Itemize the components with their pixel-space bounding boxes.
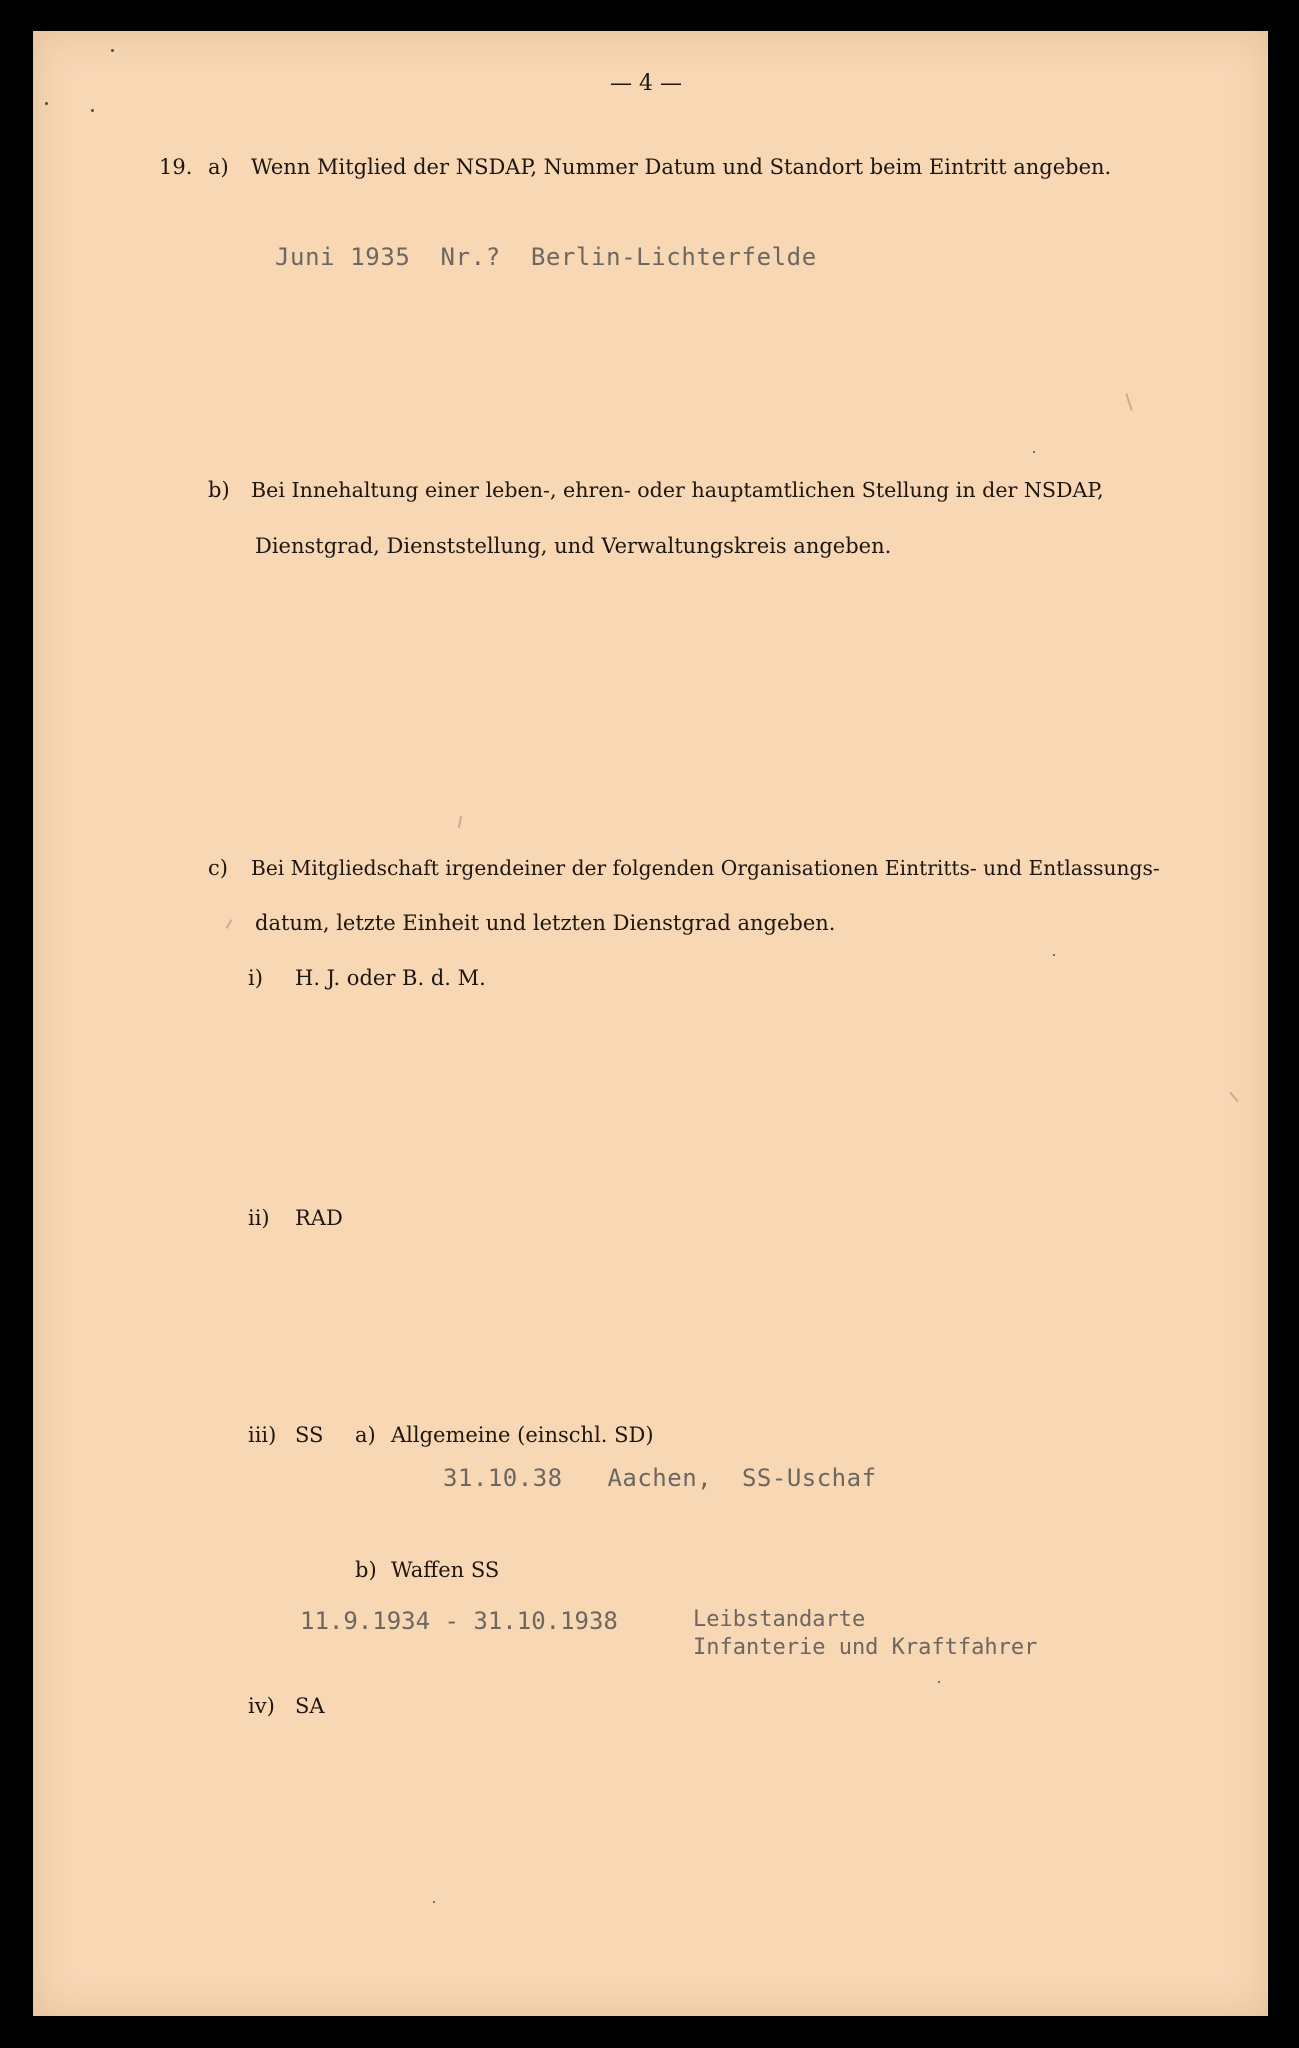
question-19c-label: c) [208,856,228,880]
answer-waffen-ss-unit-line1: Leibstandarte [693,1607,866,1632]
answer-19a: Juni 1935 Nr.? Berlin-Lichterfelde [275,243,817,271]
question-19b-label: b) [208,478,230,502]
paper-fiber [458,816,462,828]
paper-speck [1053,954,1055,956]
paper-fiber [1125,393,1132,411]
item-iii-b-text: Waffen SS [391,1558,500,1582]
item-iii-b-label: b) [355,1558,377,1582]
answer-allgemeine-ss: 31.10.38 Aachen, SS-Uschaf [443,1464,877,1492]
page-number: — 4 — [610,71,682,96]
item-iii-a-label: a) [355,1423,376,1447]
item-ii-text: RAD [295,1206,343,1230]
question-19b-line1: Bei Innehaltung einer leben-, ehren- oder hauptamtlichen Stellung in der NSDAP, [251,478,1104,502]
paper-speck [111,49,114,52]
paper-speck [938,1681,940,1683]
item-iii-label: iii) [248,1423,277,1447]
question-19a-text: Wenn Mitglied der NSDAP, Nummer Datum und Standort beim Eintritt angeben. [251,155,1112,179]
question-19a-label: a) [208,155,229,179]
item-ii-label: ii) [248,1206,270,1230]
question-19c-line2: datum, letzte Einheit und letzten Dienstgrad angeben. [255,911,836,935]
item-iii-a-text: Allgemeine (einschl. SD) [391,1423,654,1447]
answer-waffen-ss-dates: 11.9.1934 - 31.10.1938 [300,1607,618,1635]
paper-fiber [226,919,233,929]
paper-speck [1033,451,1035,453]
item-i-text: H. J. oder B. d. M. [295,966,486,990]
item-i-label: i) [248,966,263,990]
question-19b-line2: Dienstgrad, Dienststellung, und Verwaltungskreis angeben. [255,534,892,558]
question-19-number: 19. [159,155,193,179]
item-iv-text: SA [295,1694,325,1718]
paper-speck [91,109,94,112]
document-page [33,31,1268,2016]
paper-fiber [1229,1092,1238,1102]
question-19c-line1: Bei Mitgliedschaft irgendeiner der folgenden Organisationen Eintritts- und Entlassungs- [251,856,1160,880]
paper-speck [45,102,48,105]
item-iii-text: SS [295,1423,324,1447]
answer-waffen-ss-unit-line2: Infanterie und Kraftfahrer [693,1635,1038,1660]
paper-speck [433,1901,435,1903]
item-iv-label: iv) [248,1694,275,1718]
